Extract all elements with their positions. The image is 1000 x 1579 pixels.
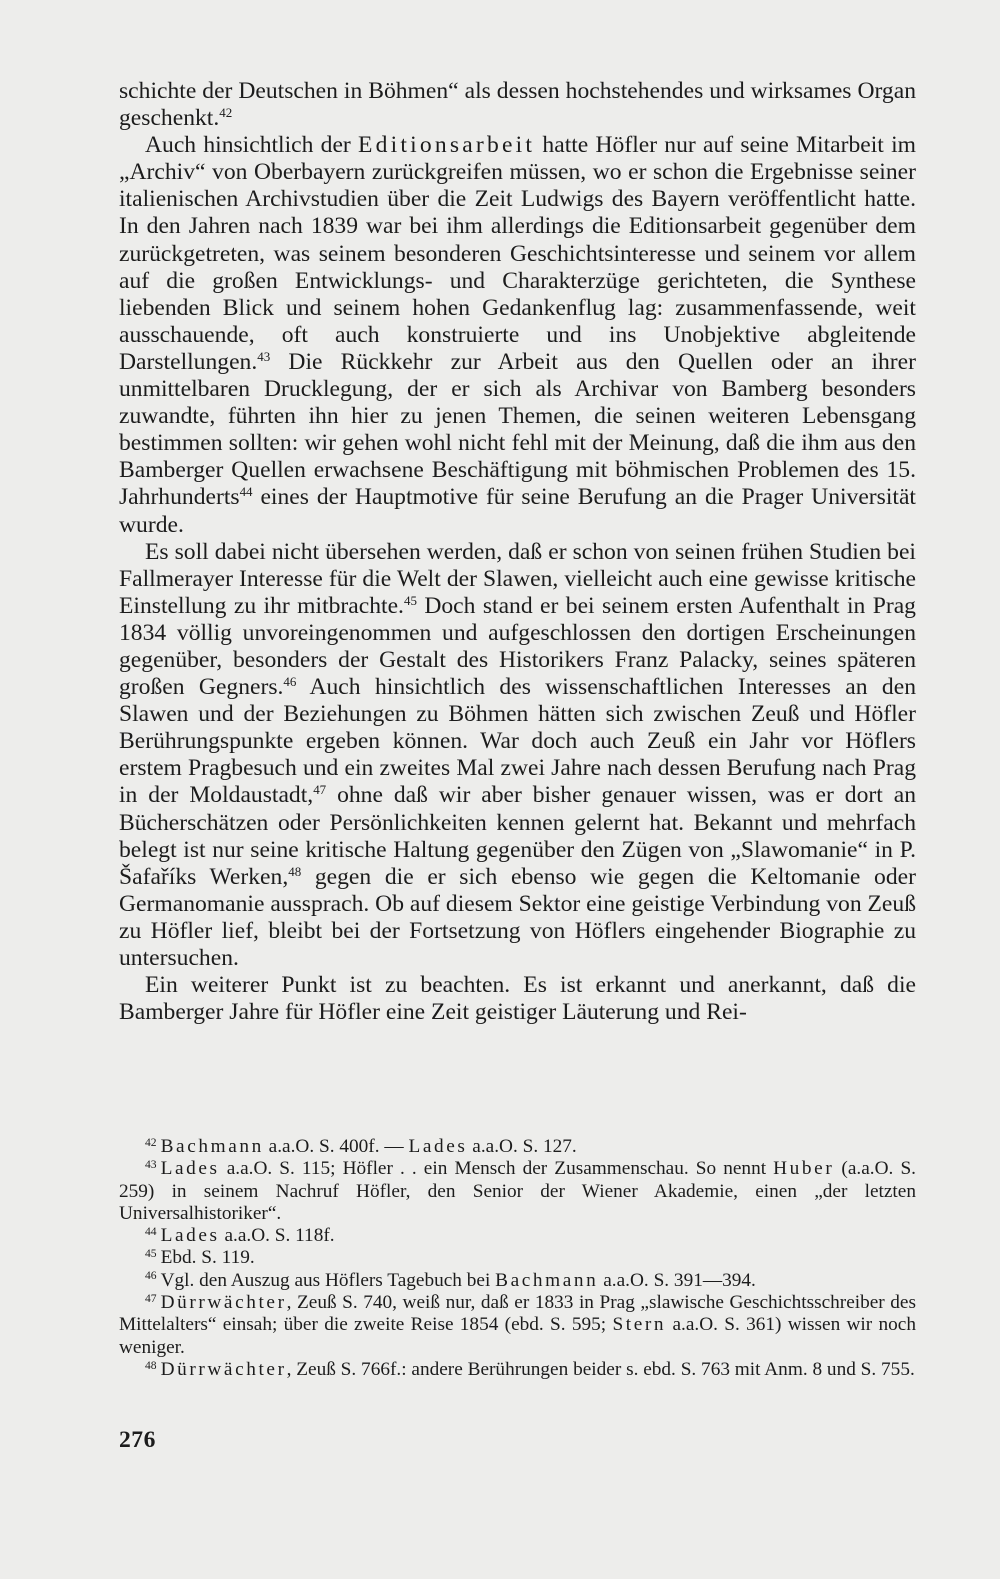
footnote-text: , Zeuß S. 766f.: andere Berührungen beider s. ebd. S. 763 mit Anm. 8 und S. 755. xyxy=(286,1358,915,1380)
footnote-ref-47: 47 xyxy=(313,782,327,798)
footnote-48 xyxy=(119,1359,916,1381)
footnote-43 xyxy=(119,1158,916,1225)
footnote-ref-45: 45 xyxy=(403,593,417,608)
footnote-author: Dürrwächter xyxy=(160,1358,287,1380)
footnote-number: 47 xyxy=(145,1291,157,1305)
footnote-author: Lades xyxy=(160,1158,220,1180)
footnote-text: (a.a.O. S. 259) in seinem Nachruf Höfler, den Senior der Wiener Akademie, einen „der letzten Universalhistoriker“. xyxy=(119,1158,916,1224)
paragraph-1 xyxy=(119,78,916,132)
paragraph-3-text-5: gegen die er sich ebenso wie gegen die Keltomanie oder Germanomanie aussprach. Ob auf diesem Sektor eine geistige Verbindung von Zeuß zu Höfler lief, bleibt bei der Fortsetzung von Höflers eingehender Biographie zu untersuchen. xyxy=(119,863,916,971)
footnote-47 xyxy=(119,1292,916,1359)
footnote-42 xyxy=(119,1136,916,1158)
page-number: 276 xyxy=(119,1427,156,1453)
footnote-ref-48: 48 xyxy=(288,863,302,879)
paragraph-2-text-1: Auch hinsichtlich der xyxy=(145,132,359,159)
paragraph-3-text-1: Es soll dabei nicht übersehen werden, daß er schon von seinen frühen Studien bei Fallmerayer Interesse für die Welt der Slawen, vielleicht auch eine gewisse kritische Einstellung zu ihr mitbrachte. xyxy=(119,538,916,619)
footnote-text: a.a.O. S. 127. xyxy=(467,1136,577,1157)
footnote-number: 43 xyxy=(145,1157,157,1171)
footnote-author: Stern xyxy=(612,1314,667,1336)
footnote-text: , Zeuß S. 740, weiß nur, daß er 1833 in Prag „slawische Geschichtsschreiber des Mittelalters“ einsah; über die zweite Reise 1854 (ebd. S. 595; xyxy=(119,1292,916,1336)
footnote-text: a.a.O. S. 118f. xyxy=(219,1225,335,1247)
paragraph-2 xyxy=(119,132,916,538)
paragraph-3 xyxy=(119,539,916,973)
footnote-46 xyxy=(119,1270,916,1292)
footnote-text: Ebd. S. 119. xyxy=(160,1247,255,1269)
paragraph-2-text-3: Die Rückkehr zur Arbeit aus den Quellen oder an ihrer unmittelbaren Drucklegung, der er sich als Archivar von Bamberg besonders zuwandte, führten ihn hier zu jenen Themen, die seinen weiteren Lebensgang bestimmen sollten: wir gehen wohl nicht fehl mit der Meinung, daß die ihm aus den Bamberger Quellen erwachsene Beschäftigung mit böhmischen Problemen des 15. Jahrhunderts xyxy=(119,348,916,511)
footnote-author: Lades xyxy=(408,1136,468,1157)
paragraph-4-text-1: Ein weiterer Punkt ist zu beachten. Es ist erkannt und anerkannt, daß die Bamberger Jahre für Höfler eine Zeit geistiger Läuterung und Rei- xyxy=(119,972,916,1026)
footnote-author: Bachmann xyxy=(495,1269,599,1291)
body-text xyxy=(119,78,916,1026)
paragraph-3-text-3: Auch hinsichtlich des wissenschaftlichen Interesses an den Slawen und der Beziehungen zu Böhmen hätten sich zwischen Zeuß und Höfler Berührungspunkte ergeben können. War doch auch Zeuß ein Jahr vor Höflers erstem Pragbesuch und ein zweites Mal zwei Jahre nach dessen Berufung nach Prag in der Moldaustadt, xyxy=(119,674,916,809)
footnotes xyxy=(119,1136,916,1381)
paragraph-2-text-4: eines der Hauptmotive für seine Berufung an die Prager Universität wurde. xyxy=(119,484,916,538)
footnote-author: Bachmann xyxy=(160,1136,264,1157)
paragraph-3-text-2: Doch stand er bei seinem ersten Aufenthalt in Prag 1834 völlig unvoreingenommen und aufgeschlossen den dortigen Erscheinungen gegenüber, besonders der Gestalt des Historikers Franz Palacky, seines späteren großen Gegners. xyxy=(119,592,916,701)
footnote-text: a.a.O. S. 115; Höfler . . ein Mensch der Zusammenschau. So nennt xyxy=(219,1158,774,1180)
paragraph-4 xyxy=(119,972,916,1026)
footnote-number: 44 xyxy=(145,1224,157,1238)
footnote-ref-42: 42 xyxy=(219,105,233,121)
footnote-45 xyxy=(119,1247,916,1269)
paragraph-3-text-4: ohne daß wir aber bisher genauer wissen, was er dort an Bücherschätzen oder Persönlichkeiten kennen gelernt hat. Bekannt und mehrfach belegt ist nur seine kritische Haltung gegenüber den Zügen von „Slawomanie“ in P. Šafaříks Werken, xyxy=(119,782,916,890)
footnote-text: a.a.O. S. 361) wissen wir noch weniger. xyxy=(119,1314,916,1358)
paragraph-2-text-2: hatte Höfler nur auf seine Mitarbeit im „Archiv“ von Oberbayern zurückgreifen müssen, wo er schon die Ergebnisse seiner italienischen Archivstudien über die Zeit Ludwigs des Bayern veröffentlicht hatte. In den Jahren nach 1839 war bei ihm allerdings die Editionsarbeit gegenüber dem zurückgetreten, was seinem besonderen Geschichtsinteresse und seinem vor allem auf die großen Entwicklungs- und Charakterzüge gerichteten, die Synthese liebenden Blick und seinem hohen Gedankenflug lag: zusammenfassende, weit ausschauende, oft auch konstruierte und ins Unobjektive abgleitende Darstellungen. xyxy=(119,132,916,375)
footnote-author: Dürrwächter xyxy=(160,1292,287,1314)
footnote-number: 42 xyxy=(145,1135,157,1149)
footnote-text: a.a.O. S. 391—394. xyxy=(598,1269,756,1291)
footnote-ref-46: 46 xyxy=(283,674,297,690)
footnote-number: 48 xyxy=(145,1358,157,1372)
paragraph-1-text-1: schichte der Deutschen in Böhmen“ als dessen hochstehendes und wirksames Organ geschenkt. xyxy=(119,78,916,132)
footnote-ref-43: 43 xyxy=(257,349,271,365)
footnote-text: Vgl. den Auszug aus Höflers Tagebuch bei xyxy=(160,1269,496,1291)
footnote-ref-44: 44 xyxy=(239,484,253,500)
footnote-author: Huber xyxy=(773,1158,835,1180)
footnote-author: Lades xyxy=(160,1225,220,1247)
footnote-text: a.a.O. S. 400f. — xyxy=(263,1136,409,1157)
spaced-term-editionsarbeit: Editionsarbeit xyxy=(358,132,536,159)
footnote-number: 46 xyxy=(145,1269,157,1283)
footnote-44 xyxy=(119,1225,916,1247)
footnote-number: 45 xyxy=(145,1247,157,1261)
